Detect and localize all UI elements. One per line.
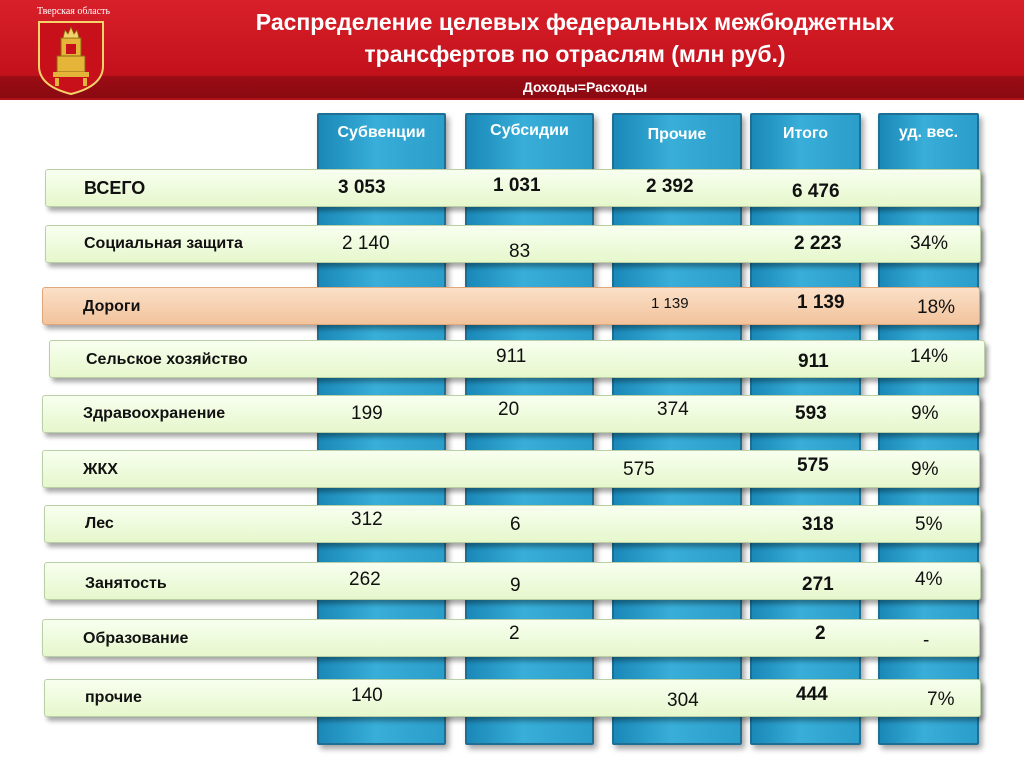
cell-total: 2 223 [794,233,842,254]
title-line-2: трансфертов по отраслям (млн руб.) [364,41,786,67]
cell-subventions: 140 [351,685,383,706]
cell-share: 9% [911,403,939,424]
row-label: Здравоохранение [83,405,226,422]
row-label: Образование [83,630,189,647]
region-label: Тверская область [37,6,111,17]
cell-total: 911 [798,351,829,372]
row-label: ВСЕГО [84,178,146,198]
row-label: Занятость [85,575,167,592]
cell-share: 7% [927,689,955,710]
cell-other: 374 [657,399,689,420]
coat-of-arms-icon [37,20,105,96]
row-label: Социальная защита [84,235,243,252]
table-row [42,450,980,488]
cell-other: 304 [667,690,699,711]
cell-subsidies: 2 [509,623,520,644]
row-label: Сельское хозяйство [86,351,248,368]
column-header-other: Прочие [647,126,707,143]
cell-total: 2 [815,623,826,644]
table-row [42,619,980,657]
cell-subsidies: 83 [509,241,531,262]
cell-total: 1 139 [797,292,845,313]
cell-subsidies: 1 031 [493,175,541,196]
cell-subventions: 2 140 [342,233,390,254]
column-header-subsidies: Субсидии [490,122,569,139]
cell-subventions: 262 [349,569,381,590]
cell-other: 2 392 [646,176,694,197]
table-row [45,225,981,263]
cell-total: 271 [802,574,834,595]
row-label: Дороги [83,298,141,315]
cell-share: 4% [915,569,943,590]
table-row [44,505,981,543]
cell-subsidies: 20 [498,399,520,420]
table-row [45,169,981,207]
cell-subsidies: 911 [496,346,527,367]
column-header-share: уд. вес. [898,124,959,141]
cell-share: - [923,630,930,651]
row-label: Лес [85,515,114,532]
column-header-subventions: Субвенции [337,124,426,141]
cell-share: 18% [917,297,956,318]
cell-total: 575 [797,455,829,476]
cell-subventions: 312 [351,509,383,530]
cell-share: 5% [915,514,943,535]
table-row [44,679,981,717]
table-row [42,395,980,433]
cell-total: 318 [802,514,834,535]
table-row [49,340,985,378]
page-subtitle: Доходы=Расходы [522,79,648,95]
table-row [44,562,981,600]
cell-total: 593 [795,403,827,424]
column-header-total: Итого [782,125,829,142]
cell-total: 6 476 [792,181,840,202]
cell-subsidies: 6 [510,514,521,535]
title-line-1: Распределение целевых федеральных межбюджетных [255,9,895,35]
cell-other: 575 [623,459,655,480]
table-row-highlighted [42,287,980,325]
cell-total: 444 [796,684,828,705]
cell-other: 1 139 [651,295,689,312]
cell-subventions: 3 053 [338,177,386,198]
row-label: ЖКХ [83,461,118,478]
cell-subventions: 199 [351,403,383,424]
page-title [150,6,1000,70]
row-label: прочие [85,689,142,706]
cell-share: 14% [910,346,949,367]
cell-subsidies: 9 [510,575,521,596]
cell-share: 34% [910,233,949,254]
cell-share: 9% [911,459,939,480]
